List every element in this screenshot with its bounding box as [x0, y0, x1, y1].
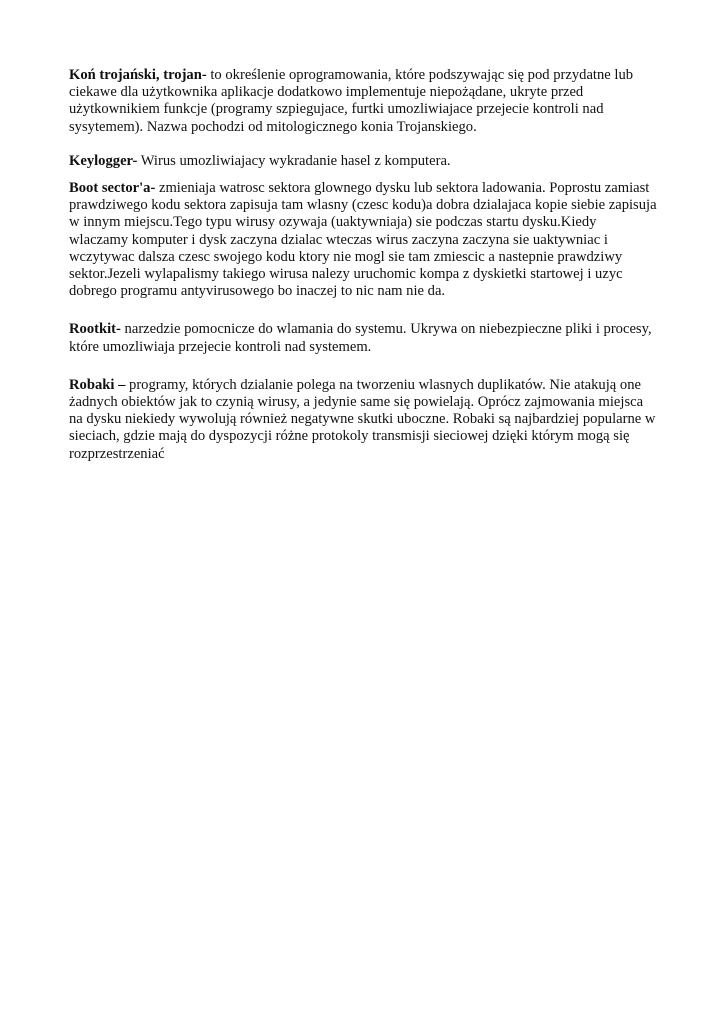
document-page [69, 67, 659, 463]
definition-boot-sector: zmieniaja watrosc sektora glownego dysku lub sektora ladowania. Poprostu zamiast prawdziwego kodu sektora zapisuja tam wlasny (czesc kodu)a dobra dzialajaca kopie siebie zapisuja w innym miejscu.Tego typu wirusy ozywaja (uaktywniaja) sie podczas startu dysku.Kiedy wlaczamy komputer i dysk zaczyna dzialac wteczas wirus zaczyna zaczyna sie uaktywniac i wczytywac dalsza czesc swojego kodu ktory nie mogl sie tam zmiescic a nastepnie prawdziwy sektor.Jezeli wylapalismy takiego wirusa nalezy uruchomic kompa z dyskietki startowej i uzyc dobrego programu antyvirusowego bo inaczej to nic nam nie da. [69, 180, 657, 300]
term-trojan: Koń trojański, trojan- [69, 67, 207, 83]
term-robaki: Robaki – [69, 376, 126, 393]
definition-keylogger: Wirus umozliwiajacy wykradanie hasel z komputera. [137, 152, 451, 169]
definition-trojan: to określenie oprogramowania, które podszywając się pod przydatne lub ciekawe dla użytkownika aplikacje dodatkowo implementuje niepożądane, ukryte przed użytkownikiem funkcje (programy szpiegujace, furtki umozliwiajace przejecie kontroli nad sysytemem). Nazwa pochodzi od mitologicznego konia Trojanskiego. [69, 67, 634, 135]
definition-rootkit: narzedzie pomocnicze do wlamania do systemu. Ukrywa on niebezpieczne pliki i procesy, które umozliwiaja przejecie kontroli nad systemem. [69, 321, 652, 355]
entry-rootkit [69, 321, 659, 355]
entry-boot-sector [69, 180, 659, 300]
term-rootkit: Rootkit- [69, 321, 121, 338]
term-keylogger: Keylogger- [69, 152, 138, 169]
definition-robaki: programy, których dzialanie polega na tworzeniu wlasnych duplikatów. Nie atakują one żadnych obiektów jak to czynią wirusy, a jedynie same się powielają. Oprócz zajmowania miejsca na dysku niekiedy wywolują również negatywne skutki uboczne. Robaki są najbardziej popularne w sieciach, gdzie mają do dyspozycji różne protokoly transmisji sieciowej dzięki którym mogą się rozprzestrzeniać [69, 376, 656, 462]
entry-keylogger [69, 153, 659, 170]
term-boot-sector: Boot sector'a- [69, 180, 156, 197]
entry-robaki [69, 377, 659, 463]
entry-trojan [69, 67, 659, 136]
